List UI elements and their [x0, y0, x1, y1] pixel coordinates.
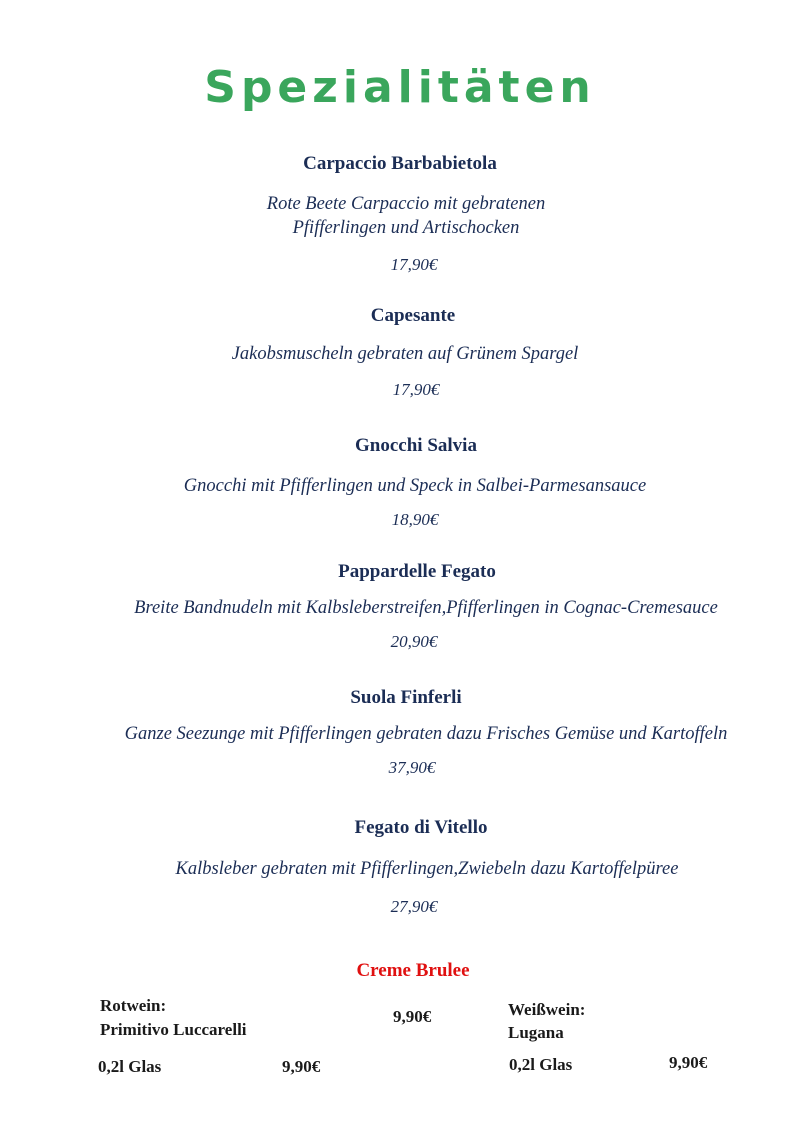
- dish-name: Fegato di Vitello: [354, 817, 488, 838]
- dish-price: 17,90€: [392, 380, 440, 399]
- dish-description-line: Jakobsmuscheln gebraten auf Grünem Spargel: [231, 344, 579, 364]
- dish-gnocchi-salvia: [0, 434, 800, 531]
- white-wine-size: 0,2l Glas: [509, 1055, 573, 1074]
- dish-name: Gnocchi Salvia: [355, 435, 477, 456]
- red-wine-price: 9,90€: [282, 1057, 321, 1076]
- dessert-price: 9,90€: [393, 1007, 432, 1026]
- dish-price: 17,90€: [390, 255, 438, 274]
- dish-carpaccio-barbabietola: [0, 152, 800, 276]
- dish-price: 20,90€: [390, 632, 438, 651]
- dish-price: 18,90€: [391, 510, 439, 529]
- dish-description-line: Gnocchi mit Pfifferlingen und Speck in Salbei-Parmesansauce: [183, 476, 647, 496]
- white-wine-label: Weißwein:: [508, 1000, 586, 1019]
- red-wine-size: 0,2l Glas: [98, 1057, 162, 1076]
- dish-name: Suola Finferli: [350, 687, 462, 708]
- dish-name: Pappardelle Fegato: [338, 561, 496, 582]
- dish-description-line: Breite Bandnudeln mit Kalbsleberstreifen,Pfifferlingen in Cognac-Cremesauce: [134, 598, 718, 618]
- page-title: Spezialitäten: [204, 62, 596, 113]
- red-wine-name: Primitivo Luccarelli: [100, 1020, 247, 1039]
- dish-name: Capesante: [370, 305, 456, 326]
- white-wine-price: 9,90€: [669, 1053, 708, 1072]
- dish-fegato-di-vitello: [0, 816, 800, 918]
- white-wine-name: Lugana: [508, 1023, 564, 1042]
- dish-name: Carpaccio Barbabietola: [303, 153, 497, 174]
- dish-price: 27,90€: [390, 897, 438, 916]
- red-wine-label: Rotwein:: [100, 996, 167, 1015]
- dish-pappardelle-fegato: [0, 560, 800, 653]
- dish-description-line: Rote Beete Carpaccio mit gebratenen: [266, 194, 546, 214]
- dish-description-line: Ganze Seezunge mit Pfifferlingen gebraten dazu Frisches Gemüse und Kartoffeln: [124, 724, 728, 744]
- dish-price: 37,90€: [388, 758, 436, 777]
- dish-description-line: Pfifferlingen und Artischocken: [292, 218, 520, 238]
- dish-capesante: [0, 304, 800, 401]
- dish-suola-finferli: [0, 686, 800, 779]
- dessert-name: Creme Brulee: [356, 960, 470, 981]
- dish-description-line: Kalbsleber gebraten mit Pfifferlingen,Zwiebeln dazu Kartoffelpüree: [175, 859, 679, 879]
